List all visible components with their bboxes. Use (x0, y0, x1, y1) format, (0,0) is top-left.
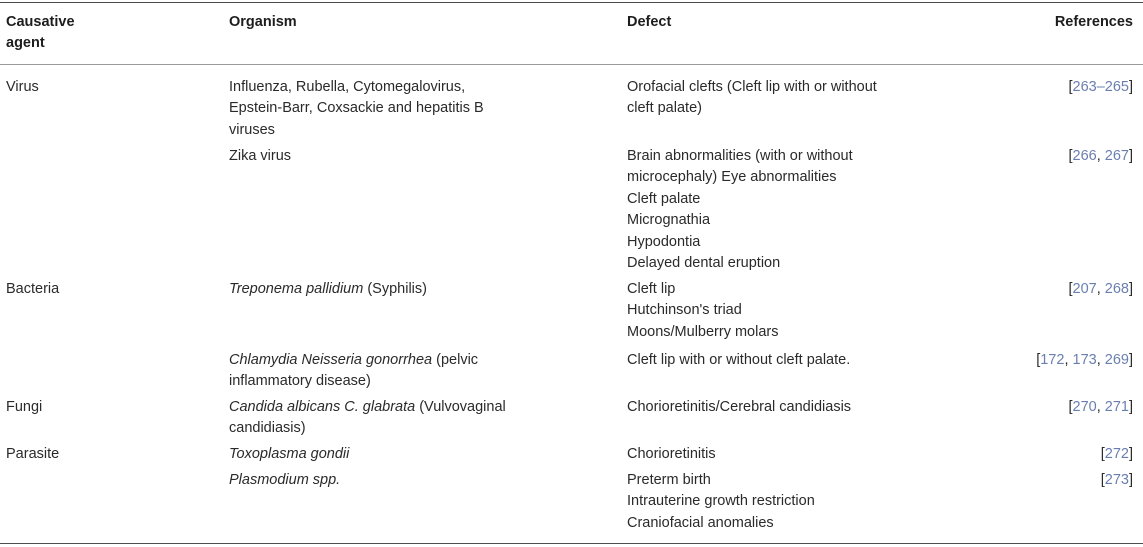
organism-line: viruses (229, 121, 275, 138)
ref-link[interactable]: 173 (1072, 352, 1097, 368)
header-defect: Defect (627, 14, 672, 30)
ref-link[interactable]: 207 (1072, 281, 1097, 297)
organism-italic: Treponema pallidium (229, 281, 364, 297)
defect-line: Brain abnormalities (with or without (627, 148, 853, 164)
defect-line: Hypodontia (627, 233, 701, 250)
defect-line: Micrognathia (627, 212, 711, 229)
organism-line: Epstein-Barr, Coxsackie and hepatitis B (229, 100, 484, 117)
row-defect-candida: Chorioretinitis/Cerebral candidiasis (627, 399, 852, 415)
row-organism-virus (229, 77, 484, 141)
organism-line: Influenza, Rubella, Cytomegalovirus, (229, 79, 466, 95)
header-references: References (1054, 14, 1133, 30)
row-organism-zika: Zika virus (229, 148, 292, 164)
organism-italic: Plasmodium spp. (229, 472, 341, 488)
row-organism-plasmodium (229, 470, 340, 491)
defect-line: Orofacial clefts (Cleft lip with or without (627, 79, 877, 95)
defect-line: Cleft lip (627, 281, 676, 297)
table-top-rule (0, 2, 1143, 3)
header-causative-agent-line2: agent (6, 35, 45, 52)
defect-line: microcephaly) Eye abnormalities (627, 169, 837, 186)
row-defect-toxoplasma: Chorioretinitis (627, 446, 716, 462)
row-refs-plasmodium: [273] (1100, 472, 1133, 488)
organism-italic: Candida albicans C. glabrata (229, 399, 416, 415)
header-causative-agent-line1: Causative (6, 14, 75, 30)
ref-link[interactable]: 272 (1104, 446, 1129, 462)
table-bottom-rule (0, 543, 1143, 544)
row-agent-fungi: Fungi (6, 399, 43, 415)
defect-line: Intrauterine growth restriction (627, 493, 815, 510)
row-defect-treponema (627, 279, 779, 343)
ref-link[interactable]: 269 (1104, 352, 1129, 368)
ref-link[interactable]: 273 (1104, 472, 1129, 488)
row-defect-plasmodium (627, 470, 815, 534)
row-refs-virus: [263–265] (1068, 79, 1133, 95)
row-refs-treponema: [207, 268] (1068, 281, 1133, 297)
defect-line: Cleft palate (627, 190, 701, 207)
defect-line: Hutchinson's triad (627, 302, 742, 319)
organism-rest: (Syphilis) (363, 281, 427, 297)
defect-line: Delayed dental eruption (627, 255, 781, 272)
organism-line2: candidiasis) (229, 420, 306, 437)
ref-link[interactable]: 271 (1104, 399, 1129, 415)
row-defect-zika (627, 146, 853, 274)
organism-rest: (pelvic (432, 352, 479, 368)
organism-rest: (Vulvovaginal (415, 399, 506, 415)
row-refs-zika: [266, 267] (1068, 148, 1133, 164)
row-agent-virus: Virus (6, 79, 39, 95)
row-organism-treponema (229, 279, 427, 300)
row-organism-chlamydia (229, 350, 478, 393)
ref-link[interactable]: 263–265 (1072, 79, 1129, 95)
defect-line: cleft palate) (627, 100, 702, 117)
row-organism-candida (229, 397, 506, 440)
ref-link[interactable]: 270 (1072, 399, 1097, 415)
header-causative-agent (6, 12, 75, 55)
ref-link[interactable]: 266 (1072, 148, 1097, 164)
row-agent-parasite: Parasite (6, 446, 60, 462)
header-organism: Organism (229, 14, 297, 30)
row-organism-toxoplasma (229, 444, 349, 465)
table-header-rule (0, 64, 1143, 65)
organism-line1 (229, 350, 478, 371)
organism-italic: Chlamydia Neisseria gonorrhea (229, 352, 433, 368)
row-defect-chlamydia: Cleft lip with or without cleft palate. (627, 352, 851, 368)
row-agent-bacteria: Bacteria (6, 281, 60, 297)
organism-line2: inflammatory disease) (229, 373, 371, 390)
defect-line: Preterm birth (627, 472, 711, 488)
row-refs-toxoplasma: [272] (1100, 446, 1133, 462)
row-defect-virus (627, 77, 877, 120)
organism-italic: Toxoplasma gondii (229, 446, 350, 462)
defect-line: Craniofacial anomalies (627, 514, 774, 531)
ref-link[interactable]: 268 (1104, 281, 1129, 297)
defect-line: Moons/Mulberry molars (627, 323, 779, 340)
row-refs-chlamydia: [172, 173, 269] (1036, 352, 1133, 368)
organism-line1 (229, 397, 506, 418)
ref-link[interactable]: 267 (1104, 148, 1129, 164)
ref-link[interactable]: 172 (1040, 352, 1065, 368)
row-refs-candida: [270, 271] (1068, 399, 1133, 415)
